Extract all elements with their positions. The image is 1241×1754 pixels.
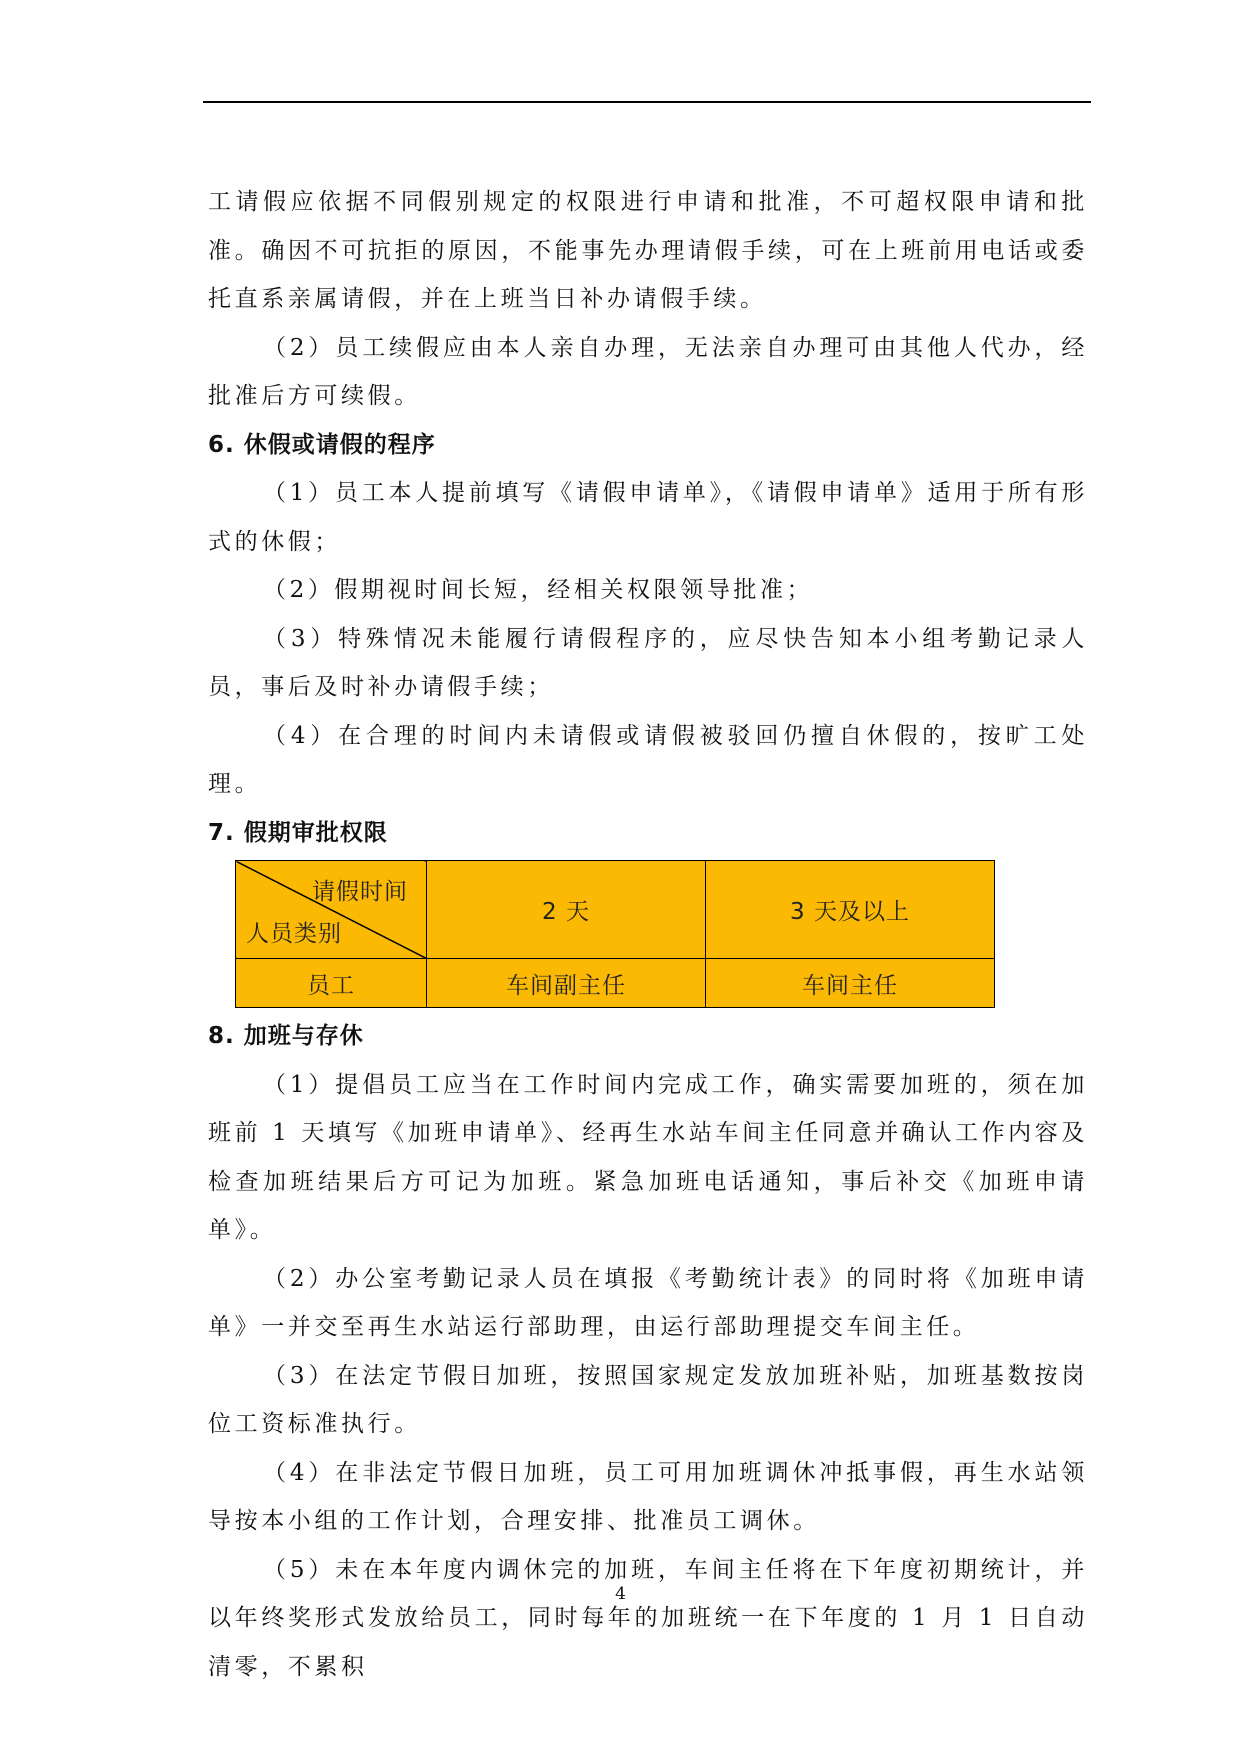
- section-8-item-4: （4）在非法定节假日加班，员工可用加班调休冲抵事假，再生水站领导按本小组的工作计划，合理安排、批准员工调休。: [208, 1459, 1088, 1534]
- section-6-heading: 6. 休假或请假的程序: [208, 431, 436, 458]
- table-corner-cell: [236, 861, 427, 959]
- section-6-item-3: （3）特殊情况未能履行请假程序的，应尽快告知本小组考勤记录人员，事后及时补办请假手续；: [208, 625, 1088, 700]
- corner-label-staff-type: 人员类别: [246, 921, 342, 947]
- table-row: [236, 959, 995, 1008]
- corner-label-leave-time: 请假时间: [312, 879, 408, 905]
- section-8-item-3: （3）在法定节假日加班，按照国家规定发放加班补贴，加班基数按岗位工资标准执行。: [208, 1362, 1088, 1437]
- approval-table: [235, 860, 995, 1008]
- section-6-item-1: （1）员工本人提前填写《请假申请单》，《请假申请单》适用于所有形式的休假；: [208, 480, 1088, 555]
- section-8-item-5: （5）未在本年度内调休完的加班，车间主任将在下年度初期统计，并以年终奖形式发放给员工，同时每年的加班统一在下年度的 1 月 1 日自动清零，不累积: [208, 1556, 1088, 1680]
- header-rule: [203, 101, 1091, 103]
- paragraph-continued: 工请假应依据不同假别规定的权限进行申请和批准，不可超权限申请和批准。确因不可抗拒的原因，不能事先办理请假手续，可在上班前用电话或委托直系亲属请假，并在上班当日补办请假手续。: [208, 189, 1088, 312]
- column-header-2-days: 2 天: [427, 861, 706, 959]
- page-number: 4: [615, 1584, 626, 1604]
- cell-deputy-director: 车间副主任: [427, 959, 706, 1008]
- page-body: [208, 178, 1088, 1691]
- section-8-item-1: （1）提倡员工应当在工作时间内完成工作，确实需要加班的，须在加班前 1 天填写《加班申请单》、经再生水站车间主任同意并确认工作内容及检查加班结果后方可记为加班。紧急加班电话通知，事后补交《加班申请单》。: [208, 1071, 1088, 1243]
- section-8-heading: 8. 加班与存休: [208, 1023, 364, 1049]
- table-header-row: [236, 861, 995, 959]
- section-7-heading: 7. 假期审批权限: [208, 819, 388, 846]
- section-6-item-4: （4）在合理的时间内未请假或请假被驳回仍擅自休假的，按旷工处理。: [208, 722, 1088, 797]
- section-8-item-2: （2）办公室考勤记录人员在填报《考勤统计表》的同时将《加班申请单》一并交至再生水站运行部助理，由运行部助理提交车间主任。: [208, 1265, 1088, 1340]
- row-label-staff: 员工: [236, 959, 427, 1008]
- paragraph-extend-leave: （2）员工续假应由本人亲自办理，无法亲自办理可由其他人代办，经批准后方可续假。: [208, 334, 1088, 409]
- section-6-item-2: （2）假期视时间长短，经相关权限领导批准；: [263, 577, 814, 603]
- approval-table-wrap: [235, 860, 1088, 1008]
- cell-director: 车间主任: [706, 959, 995, 1008]
- column-header-3-days-plus: 3 天及以上: [706, 861, 995, 959]
